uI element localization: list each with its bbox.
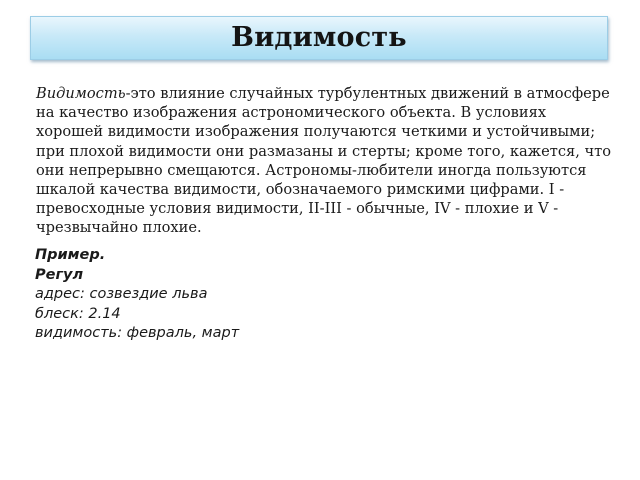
slide-title: Видимость (231, 21, 407, 53)
definition-term: Видимость (36, 85, 126, 102)
example-star-name: Регул (35, 266, 84, 283)
definition-text: -это влияние случайных турбулентных движений в атмосфере на качество изображения астрономического объекта. В условиях хорошей видимости изображения получаются четкими и устойчивыми; при плохой видимости они размазаны и стерты; кроме того, кажется, что они непрерывно смещаются. Астрономы-любители иногда пользуются шкалой качества видимости, обозначаемого римскими цифрами. I - превосходные условия видимости, II-III - обычные, IV - плохие и V - чрезвычайно плохие. (36, 85, 611, 237)
example-address: адрес: созвездие льва (35, 286, 208, 302)
title-banner (30, 16, 608, 60)
example-brightness: блеск: 2.14 (35, 305, 121, 322)
example-block (35, 246, 239, 344)
example-visibility: видимость: февраль, март (35, 325, 240, 341)
example-heading: Пример. (35, 247, 106, 263)
definition-paragraph (36, 84, 611, 238)
